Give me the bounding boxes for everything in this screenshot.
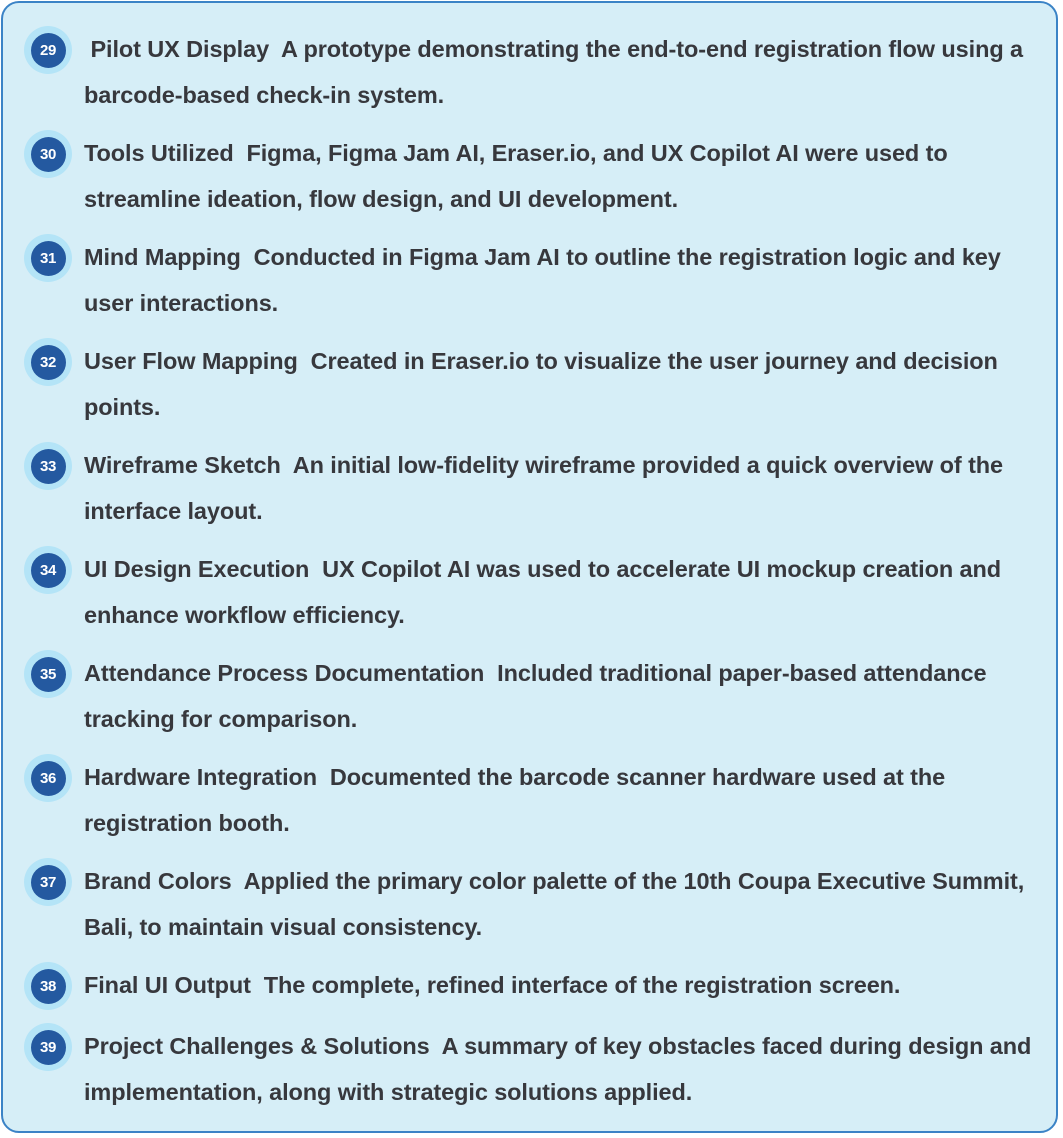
item-term: Attendance Process Documentation — [84, 660, 485, 686]
number-badge-label: 33 — [31, 449, 66, 484]
item-term: Brand Colors — [84, 868, 232, 894]
list-item-text — [84, 1023, 1054, 1115]
number-badge-label: 36 — [31, 761, 66, 796]
number-badge — [24, 442, 72, 490]
list-item-text — [84, 754, 1054, 846]
number-badge — [24, 858, 72, 906]
list-item-text — [84, 546, 1054, 638]
number-badge-label: 34 — [31, 553, 66, 588]
item-term: User Flow Mapping — [84, 348, 298, 374]
list-item-text — [84, 442, 1054, 534]
number-badge-label: 35 — [31, 657, 66, 692]
item-term: UI Design Execution — [84, 556, 310, 582]
list-item-text — [84, 234, 1054, 326]
item-term: Hardware Integration — [84, 764, 318, 790]
number-badge — [24, 26, 72, 74]
item-description: UX Copilot AI was used to accelerate UI mockup creation and enhance workflow efficiency. — [84, 556, 1008, 628]
number-badge-label: 31 — [31, 241, 66, 276]
number-badge — [24, 546, 72, 594]
item-description: Figma, Figma Jam AI, Eraser.io, and UX Copilot AI were used to streamline ideation, flow design, and UI development. — [84, 140, 955, 212]
item-description: Included traditional paper-based attendance tracking for comparison. — [84, 660, 993, 732]
item-term: Project Challenges & Solutions — [84, 1033, 430, 1059]
item-description: An initial low-fidelity wireframe provided a quick overview of the interface layout. — [84, 452, 1010, 524]
number-badge-label: 30 — [31, 137, 66, 172]
number-badge-label: 39 — [31, 1030, 66, 1065]
numbered-list-panel — [1, 1, 1058, 1133]
item-description: Documented the barcode scanner hardware used at the registration booth. — [84, 764, 952, 836]
list-item-text — [84, 650, 1054, 742]
number-badge — [24, 338, 72, 386]
number-badge — [24, 754, 72, 802]
list-item-text — [84, 338, 1054, 430]
list-item-text — [84, 130, 1054, 222]
number-badge — [24, 650, 72, 698]
item-description: Created in Eraser.io to visualize the user journey and decision points. — [84, 348, 1005, 420]
number-badge — [24, 234, 72, 282]
list-item-text — [84, 26, 1054, 118]
item-term: Final UI Output — [84, 972, 251, 998]
item-term: Mind Mapping — [84, 244, 241, 270]
item-term: Tools Utilized — [84, 140, 234, 166]
number-badge — [24, 1023, 72, 1071]
list-item-text — [84, 858, 1054, 950]
number-badge — [24, 130, 72, 178]
item-description: A prototype demonstrating the end-to-end registration flow using a barcode-based check-in system. — [84, 36, 1030, 108]
number-badge — [24, 962, 72, 1010]
item-term: Pilot UX Display — [84, 36, 270, 62]
number-badge-label: 32 — [31, 345, 66, 380]
item-description: Conducted in Figma Jam AI to outline the registration logic and key user interactions. — [84, 244, 1008, 316]
item-term: Wireframe Sketch — [84, 452, 281, 478]
item-description: The complete, refined interface of the registration screen. — [263, 972, 901, 998]
number-badge-label: 38 — [31, 969, 66, 1004]
number-badge-label: 37 — [31, 865, 66, 900]
item-description: A summary of key obstacles faced during design and implementation, along with strategic solutions applied. — [84, 1033, 1038, 1105]
number-badge-label: 29 — [31, 33, 66, 68]
list-item-text — [84, 962, 1054, 1008]
item-description: Applied the primary color palette of the 10th Coupa Executive Summit, Bali, to maintain visual consistency. — [84, 868, 1031, 940]
